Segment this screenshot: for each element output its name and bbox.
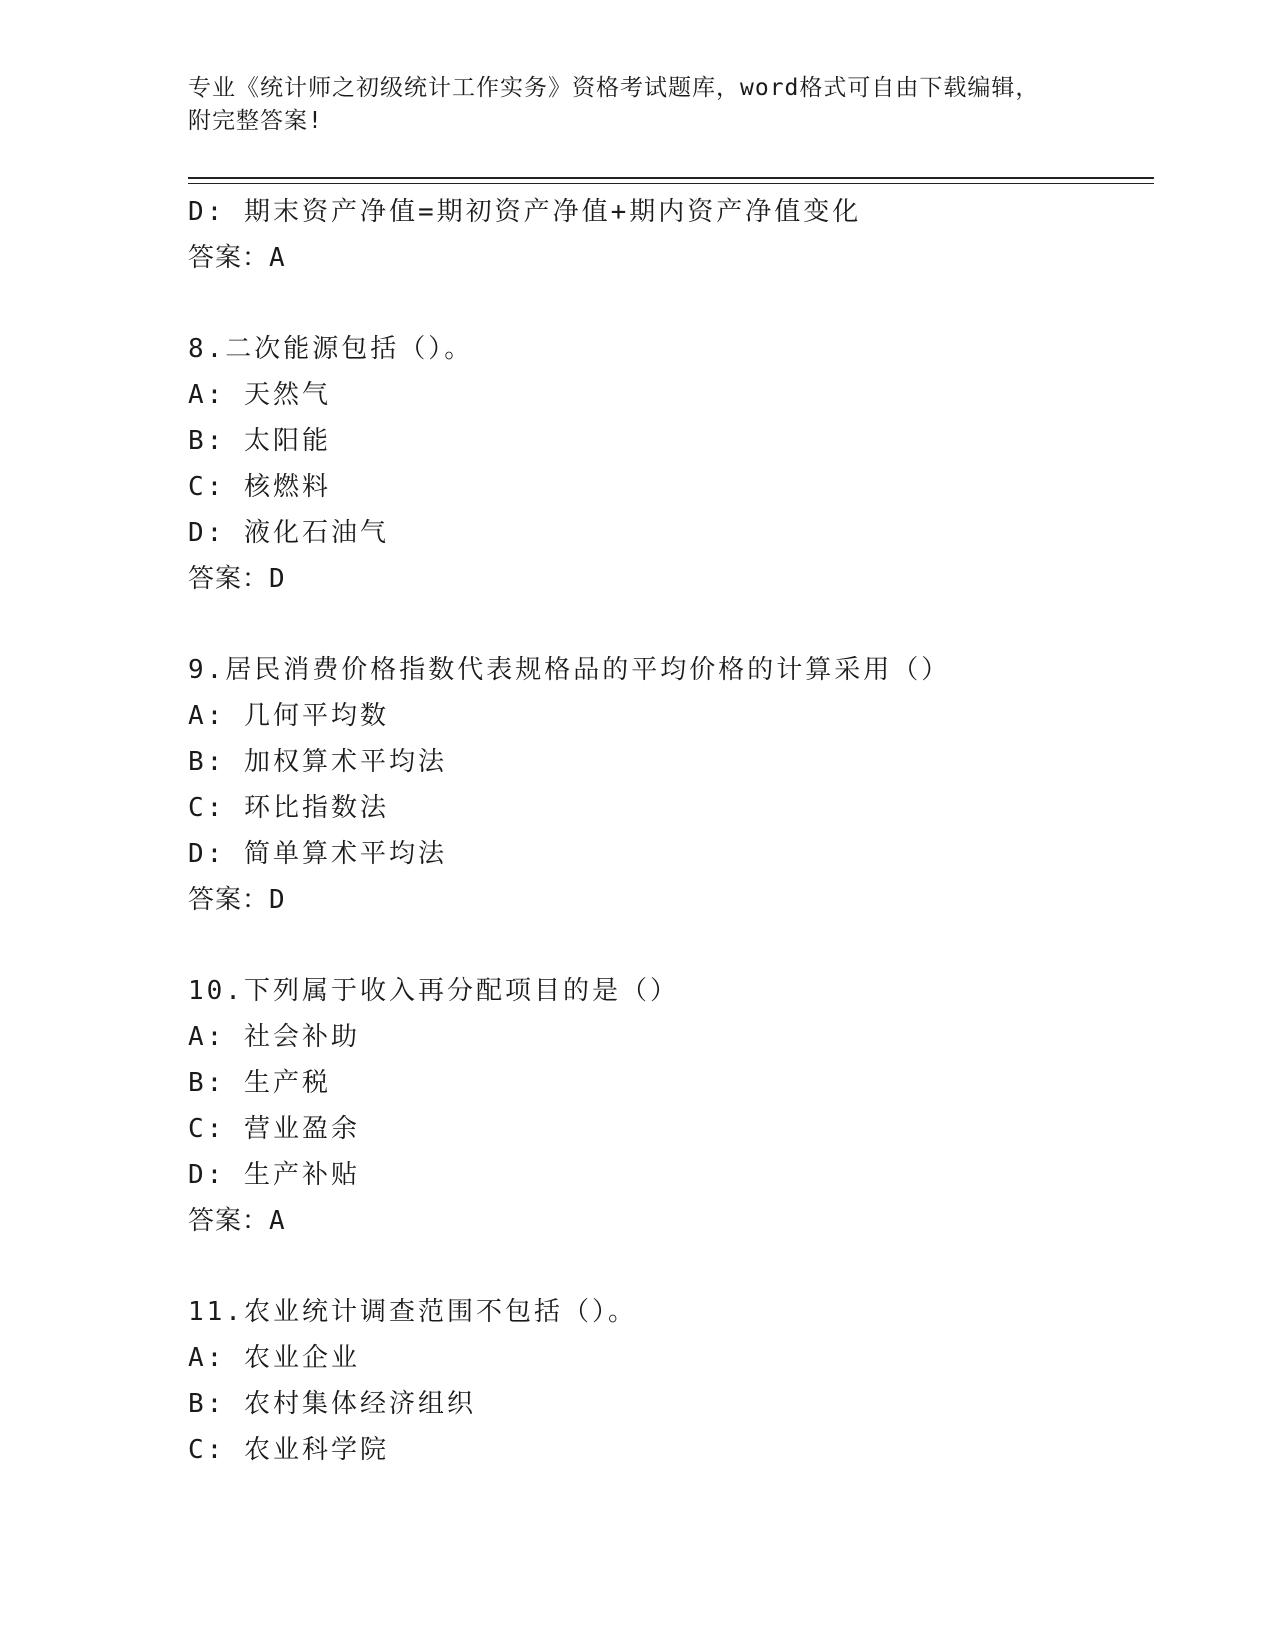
answer: 答案：A (188, 1206, 286, 1236)
header-divider-thick (188, 177, 1154, 179)
question-10 (188, 968, 1154, 1244)
option-a: A: 几何平均数 (188, 701, 389, 731)
option-b: B: 太阳能 (188, 426, 331, 456)
header-line-2: 附完整答案! (188, 108, 323, 134)
spacer (188, 1244, 1154, 1289)
header-line-1: 专业《统计师之初级统计工作实务》资格考试题库，word格式可自由下载编辑， (188, 75, 1040, 101)
option-b: B: 农村集体经济组织 (188, 1389, 476, 1419)
option-c: C: 营业盈余 (188, 1114, 360, 1144)
spacer (188, 602, 1154, 647)
option-c: C: 环比指数法 (188, 793, 389, 823)
option-d: D: 液化石油气 (188, 518, 389, 548)
question-list (188, 189, 1154, 1473)
option-c: C: 核燃料 (188, 472, 331, 502)
option-a: A: 社会补助 (188, 1022, 360, 1052)
question-11 (188, 1289, 1154, 1473)
question-9 (188, 647, 1154, 923)
question-7-answer: 答案：A (188, 243, 286, 273)
question-7-option-d: D: 期末资产净值=期初资产净值+期内资产净值变化 (188, 197, 862, 227)
document-header (188, 72, 1088, 138)
option-a: A: 农业企业 (188, 1343, 360, 1373)
question-stem: 10.下列属于收入再分配项目的是（） (188, 976, 679, 1006)
option-d: D: 生产补贴 (188, 1160, 360, 1190)
option-c: C: 农业科学院 (188, 1435, 389, 1465)
option-d: D: 简单算术平均法 (188, 839, 447, 869)
question-stem: 11.农业统计调查范围不包括（）。 (188, 1297, 637, 1327)
answer: 答案：D (188, 564, 286, 594)
question-stem: 9.居民消费价格指数代表规格品的平均价格的计算采用（） (188, 655, 951, 685)
option-b: B: 加权算术平均法 (188, 747, 447, 777)
header-divider-thin (188, 183, 1154, 184)
option-a: A: 天然气 (188, 380, 331, 410)
spacer (188, 281, 1154, 326)
question-8 (188, 326, 1154, 602)
answer: 答案：D (188, 885, 286, 915)
question-7-tail (188, 189, 1154, 281)
spacer (188, 923, 1154, 968)
question-stem: 8.二次能源包括（）。 (188, 334, 474, 364)
option-b: B: 生产税 (188, 1068, 331, 1098)
